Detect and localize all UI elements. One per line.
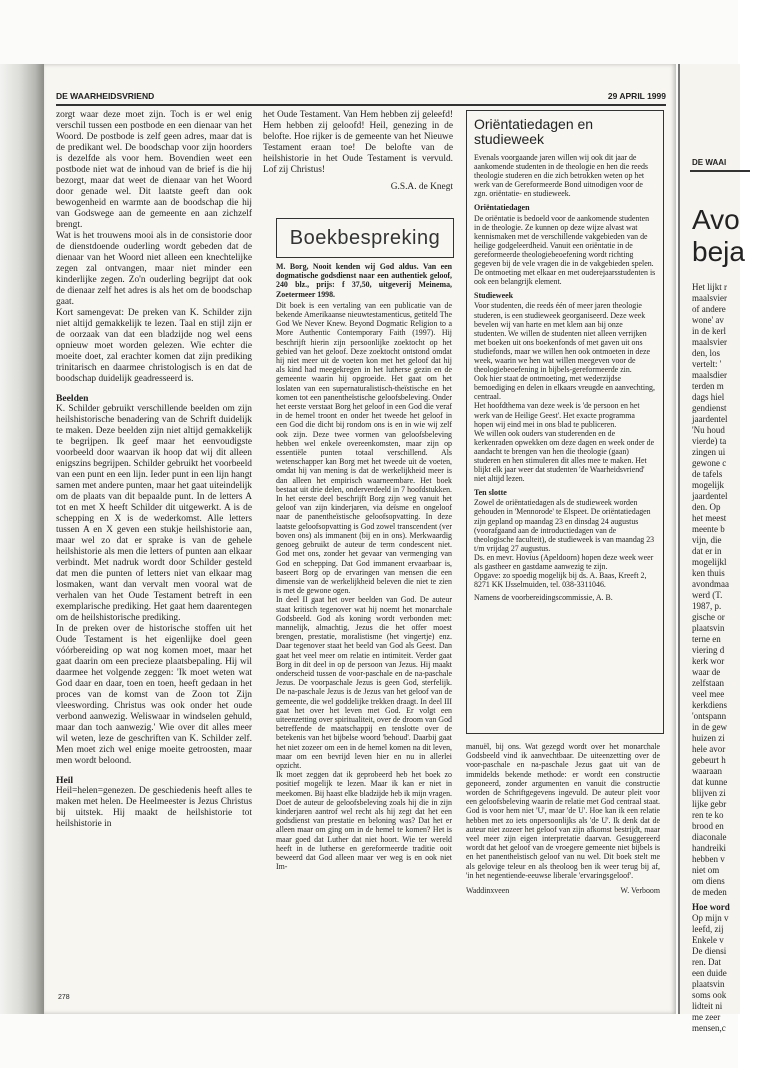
paragraph: Dit boek is een vertaling van een publicatie van de bekende Amerikaanse nieuwtestamenticus, getiteld The God We Never Knew. Beyond Dogmatic Religion to a More Authentic Contemporary Faith (1997). Hij beschrijft hierin zijn persoonlijke zoektocht op het gebied van het geloof. Deze zoektocht ontstond omdat hij niet meer uit de voeten kon met het geloof dat hij als kind had meegekregen in het lutherse gezin en de gemeente waarin hij opgroeide. Het gaat om het loslaten van een supernaturalistisch-theïstische en het komen tot een panentheïstische geloofsbeleving. Onder het eerste verstaat Borg het geloof in een God die veraf in de hemel troont en onder het tweede het geloof in een God die dicht bij rondom ons is en in wie wij zelf ook zijn. Deze twee vormen van geloofsbeleving hebben wel enkele overeenkomsten, maar zijn op essentiële punten totaal verschillend. Als wetenschapper kan Borg met het tweede uit de voeten, omdat hij van mening is dat de werkelijkheid meer is dan alleen het empirisch waarneembare. Het boek bestaat uit drie delen, onderverdeeld in 7 hoofdstukken. In het eerste deel beschrijft Borg zijn weg vanuit het geloof van zijn kinderjaren, via deïsme en ongeloof naar de panentheïstische geloofsopvatting. In deze laatste geloofsopvatting is God zowel transcendent (ver boven ons) als immanent (bij en in ons). Merkwaardig genoeg gebruikt de auteur de term condescent niet. God met ons, zonder het gevaar van vermenging van God en schepping. Dat God immanent ervaarbaar is, baseert Borg op de ervaringen van mensen die een dimensie van de werkelijkheid beleven die niet te zien is met de gewone ogen. bbox=[276, 300, 452, 596]
committee-signoff: Namens de voorbereidingscommissie, A. B. bbox=[474, 593, 613, 603]
next-page-line: Op mijn v bbox=[692, 913, 729, 923]
paragraph: In deel II gaat het over beelden van God. De auteur staat kritisch tegenover wat hij noemt het monarchale Godsbeeld. God als koning wordt verbonden met: mannelijk, almachtig, Jezus die het offer moest brengen, prestatie, moralistisme (het vingertje) enz. Daar tegenover staat het beeld van God als Geest. Dan gaat het veel meer om relatie en intimiteit. Verder gaat Borg in dit deel in op de persoon van Jezus. Hij maakt onderscheid tussen de voor-paschale en de na-paschale Jezus. De voorpaschale Jezus is geen God, sterfelijk. De na-paschale Jezus is de Jezus van het geloof van de gemeente, die wel goddelijke trekken draagt. In deel III gaat het over het leven met God. Er volgt een uiteenzetting over spiritualiteit, over de droom van God betreffende de maatschappij en tenslotte over de betekenis van het bijbelse woord 'behoud'. Daarbij gaat het niet zozeer om een in de hemel komen na dit leven, maar om een bevrijd leven hier en nu in allerlei opzicht. bbox=[276, 595, 452, 770]
next-page-line: den, los bbox=[692, 348, 720, 358]
paragraph: Ook hier staat de ontmoeting, met wederzijdse bemoediging en delen in elkaars vreugde en aanvechting, centraal. bbox=[474, 374, 655, 402]
next-page-line: vierde) ta bbox=[692, 436, 727, 446]
next-page-line: zelfstaan bbox=[692, 678, 724, 688]
next-page-line: waar de bbox=[692, 667, 721, 677]
next-page-line: vijn, die bbox=[692, 535, 722, 545]
next-page-line: het meest bbox=[692, 513, 727, 523]
next-page-line: maalsdier bbox=[692, 370, 727, 380]
next-page-line: meente b bbox=[692, 524, 725, 534]
paragraph: Opgave: zo spoedig mogelijk bij ds. A. Baas, Kreeft 2, 8271 KK IJsselmuiden, tel. 038-3311046. bbox=[474, 571, 647, 590]
next-page-line: ren te ko bbox=[692, 810, 724, 820]
paragraph: We willen ook ouders van studerenden en de kerkenraden opwekken om deze dagen en week onder de aandacht te brengen van hen die theologie (gaan) studeren en hen stimuleren dit alles mee te maken. Het blijkt elk jaar weer dat studenten 'de Waarheidsvriend' niet altijd lezen. bbox=[474, 428, 655, 484]
next-page-line: kerkdiens bbox=[692, 700, 727, 710]
subheading-ten-slotte: Ten slotte bbox=[474, 488, 507, 498]
next-page-subheading: Hoe word bbox=[692, 902, 730, 912]
next-page-line: lidteit ni bbox=[692, 1001, 723, 1011]
announcement-box bbox=[466, 110, 664, 734]
paragraph: Ik moet zeggen dat ik geprobeerd heb het boek zo positief mogelijk te lezen. Maar ik kan er niet in meekomen. Bij haast elke bladzijde heb ik mijn vragen. Doet de auteur de geloofsbeleving zoals hij die in zijn kinderjaren aantrof wel recht als hij zegt dat het een godsdienst van prestatie en beloning was? Dat het er alleen maar om ging om in de hemel te komen? Het is maar goed dat Luther dat niet hoort. Wie ter wereld heeft in de lutherse en gereformeerde traditie ooit beweerd dat God alleen maar ver weg is en ook niet Im- bbox=[276, 770, 452, 872]
announcement-intro: Evenals voorgaande jaren willen wij ook dit jaar de aankomende studenten in de theologie en hen die reeds theologie studeren en die zich betrokken weten op het werk van de Gereformeerde Bond uitnodigen voor de zgn. oriëntatie- en studieweek. bbox=[474, 153, 648, 199]
paragraph: het Oude Testament. Van Hem hebben zij geleefd! Hem hebben zij geloofd! Heil, genezing in de belofte. Hoe rijker is de gemeente van het Nieuwe Testament eraan toe! De belofte van de heilshistorie in het Oude Testament is vervuld. Lof zij Christus! bbox=[263, 110, 453, 175]
next-page-line: dat er in bbox=[692, 546, 722, 556]
paragraph: K. Schilder gebruikt verschillende beelden om zijn heilshistorische benadering van de Schrift duidelijk te maken. Deze beelden zijn niet altijd gemakkelijk te begrijpen. Ik geef maar het eenvoudigste voorbeeld door waarvan ik hoop dat wij dit alleen enigszins begrijpen. Schilder gebruikt het voorbeeld van een punt en een lijn. Ieder punt in een lijn hangt samen met andere punten, maar het gaat uiteindelijk om de plaats van dit bepaalde punt. In de letters A tot en met X heeft Schilder dit uitgewerkt. A is de schepping en X is de wederkomst. Alle letters tussen A en X geven een stukje heilshistorie aan, maar wel zo dat er sprake is van de gehele heilshistorie als men die letters of punten aan elkaar verbindt. Met nadruk wordt door Schilder gesteld dat men die punten of letters niet van elkaar mag losmaken, want dan vervalt men vooral wat de verhalen van het Oude Testament betreft in een exemplarische prediking. Het gaat hem daarentegen om de heilshistorische prediking. bbox=[56, 404, 252, 623]
next-page-line: dags hiel bbox=[692, 392, 725, 402]
next-page-line: huizen zi bbox=[692, 733, 725, 743]
next-page-line: soms ook bbox=[692, 990, 727, 1000]
next-page-line: me zeer bbox=[692, 1012, 721, 1022]
book-review-text bbox=[276, 262, 452, 992]
next-page-line: de meden bbox=[692, 887, 727, 897]
next-page-line: gische or bbox=[692, 612, 725, 622]
next-page-line: gendienst bbox=[692, 403, 727, 413]
paragraph: De oriëntatie is bedoeld voor de aankomende studenten in de theologie. Ze kunnen op deze wijze alvast wat kennismaken met de verschillende vakgebieden van de heilige godgeleerdheid. Vanuit een oriëntatie in de gereformeerde theologiebeoefening wordt richting gegeven bij de vele vragen die in de vakgebieden spelen. bbox=[474, 213, 654, 269]
next-page-line: ken thuis bbox=[692, 568, 725, 578]
next-page-line: in de gew bbox=[692, 722, 727, 732]
author-signature: G.S.A. de Knegt bbox=[390, 182, 453, 192]
next-page-line: maalsvier bbox=[692, 337, 727, 347]
next-page-line: niet om bbox=[692, 865, 720, 875]
review-author: W. Verboom bbox=[620, 886, 660, 896]
next-page-line: maalsvier bbox=[692, 293, 727, 303]
section-heading-beelden: Beelden bbox=[56, 393, 89, 404]
paragraph: zorgt waar deze moet zijn. Toch is er wel enig verschil tussen een postbode en een dienaar van het Woord. De postbode is zelf geen adres, maar dat is de predikant wel. De boodschap voor zijn hoorders is dezelfde als voor hem. Bovendien weet een postbode niet wat de inhoud van de brief is die hij bezorgt, maar dat weet de dienaar van het Woord door genade wel. Dit laatste geeft dan ook bewogenheid en warmte aan de boodschap die hij van Godswege aan de gemeente en aan zichzelf brengt. bbox=[56, 110, 252, 230]
next-page-edge bbox=[678, 64, 745, 1033]
column-3-bottom bbox=[466, 742, 660, 1000]
header-rule bbox=[56, 104, 666, 106]
next-page-line: terne en bbox=[692, 634, 721, 644]
next-page-line: plaatsvin bbox=[692, 979, 725, 989]
paragraph: In de preken over de historische stoffen uit het Oude Testament is het eigenlijke doel geen vóórbereiding op wat nog komen moet, maar het gaat daarin om een precieze plaatsbepaling. Hij wil daarmee het volgende zeggen: 'Ik moet weten wat God daar en daar, toen en toen, heeft gedaan in het proces van de komst van de Zoon tot Zijn vleeswording. Christus was ook onder het oude verbond aanwezig. Weliswaar in windselen gehuld, maar dan toch aanwezig.' Wie over dit alles meer wil weten, leze de geschriften van K. Schilder zelf. Men moet zich wel enige moeite getroosten, maar men wordt beloond. bbox=[56, 624, 252, 766]
next-page-line: 'ontspann bbox=[692, 711, 727, 721]
paragraph: Ds. en mevr. Hovius (Apeldoorn) hopen deze week weer als gastheer en gastdame aanwezig te zijn. bbox=[474, 552, 654, 572]
next-page-line: hele avor bbox=[692, 744, 726, 754]
next-page-line: 'Nu houd bbox=[692, 425, 725, 435]
next-page-header: DE WAAI bbox=[692, 158, 727, 167]
paragraph: Voor studenten, die reeds één of meer jaren theologie studeren, is een studieweek georganiseerd. Deze week bevelen wij van harte en met klem aan bij onze studenten. We willen de studenten niet alleen verrijken met boeken uit ons boekenfonds of met gaven uit ons studiefonds, maar we willen hen ook ontmoeten in deze week, waarin we hen wat willen meegeven voor de theologiebeoefening in bijbels-gereformeerde zin. bbox=[474, 301, 650, 375]
next-page-title-line: beja bbox=[692, 236, 745, 267]
book-binding bbox=[0, 64, 44, 1014]
next-page-line: jaardentel bbox=[692, 491, 728, 501]
next-page-line: terden m bbox=[692, 381, 724, 391]
section-heading-heil: Heil bbox=[56, 775, 74, 786]
next-page-line: mogelijk bbox=[692, 480, 724, 490]
paragraph: De ontmoeting met elkaar en met ouderejaarsstudenten is ook een belangrijk element. bbox=[474, 268, 656, 287]
page-header bbox=[56, 88, 666, 104]
review-place: Waddinxveen bbox=[466, 886, 510, 896]
paragraph: Zowel de oriëntatiedagen als de studieweek worden gehouden in 'Mennorode' te Elspeet. De oriëntatiedagen zijn gepland op maandag 23 en dinsdag 24 augustus (voorafgaand aan de introductiedagen van de theologische faculteit), de studieweek is van maandag 23 t/m vrijdag 27 augustus. bbox=[474, 498, 655, 553]
paragraph: Wat is het trouwens mooi als in de consistorie door de dienstdoende ouderling wordt gebeden dat de dienaar van het Woord niet alleen een knechtelijke zegen zal ontvangen, maar niet minder een kinderlijke zegen. Zo'n ouderling begrijpt dat ook de dienaar zelf het adres is als het om de boodschap gaat. bbox=[56, 231, 252, 307]
next-page-line: dat kunne bbox=[692, 777, 728, 787]
next-page-line: Het lijkt r bbox=[692, 282, 727, 292]
next-page-line: mogelijkl bbox=[692, 557, 727, 567]
paragraph: manuël, bij ons. Wat gezegd wordt over het monarchale Godsbeeld vind ik aanvechtbaar. De uiteenzetting over de voor-paschale en na-paschale Jezus gaat uit van de immidelds bekende methode: er wordt een constructie geponeerd, zonder argumenten en vanuit die constructie worden de Schriftgegevens ingevuld. De auteur pleit voor een geloofsbeleving waarin de relatie met God centraal staat. God is voor hem niet 'U', maar 'de U'. Hoe kan ik een relatie hebben met zo iets onpersoonlijks als 'de U'. Ik denk dat de auteur niet zozeer het geloof van zijn afkomst bestrijdt, maar veel meer zijn eigen interpretatie daarvan. Gesuggereerd wordt dat het geloof van de vroegere gemeente niet bijbels is en het panentheïstisch geloof van nu wel. Dit boek stelt me als gelovige teleur en als theoloog ben ik weer terug bij af, 'in het negentiende-eeuwse liberale 'ervaringsgeloof'. bbox=[466, 742, 660, 880]
review-signature bbox=[466, 886, 660, 895]
subheading-orientatiedagen: Oriëntatiedagen bbox=[474, 203, 530, 213]
next-page-line: waaraan bbox=[692, 766, 722, 776]
next-page-line: diaconale bbox=[692, 832, 727, 842]
next-page-line: gewone c bbox=[692, 458, 727, 468]
next-page-line: den. Op bbox=[692, 502, 721, 512]
next-page-line: of andere bbox=[692, 304, 726, 314]
next-page-line: een duide bbox=[692, 968, 727, 978]
next-page-line: wone' av bbox=[692, 315, 724, 325]
next-page-line: hebben v bbox=[692, 854, 725, 864]
next-page-line: werd (T. bbox=[692, 590, 723, 600]
next-page-line: 1987, p. bbox=[692, 601, 722, 611]
subheading-studieweek: Studieweek bbox=[474, 291, 514, 301]
next-page-text bbox=[692, 282, 772, 1034]
paragraph: Het hoofdthema van deze week is 'de persoon en het werk van de Heilige Geest'. Het exacte programma hopen wij eind mei in ons blad te publiceren. bbox=[474, 401, 640, 429]
next-page-line: jaardentel bbox=[692, 414, 728, 424]
next-page-line: brood en bbox=[692, 821, 724, 831]
next-page-line: gebeurt h bbox=[692, 755, 726, 765]
next-page-title-line: Avo bbox=[692, 204, 740, 235]
next-page-line: in de kerl bbox=[692, 326, 726, 336]
next-page-line: mensen,c bbox=[692, 1023, 726, 1033]
next-page-line: De diensi bbox=[692, 946, 727, 956]
book-review-heading: Boekbespreking bbox=[276, 218, 454, 258]
next-page-line: plaatsvin bbox=[692, 623, 725, 633]
next-page-line: zingen ui bbox=[692, 447, 726, 457]
book-bibliography: M. Borg, Nooit kenden wij God aldus. Van een dogmatische godsdienst naar een authentiek geloof, 240 blz., prijs: f 37,50, uitgeverij Meinema, Zoetermeer 1998. bbox=[276, 262, 452, 299]
next-page-rule bbox=[690, 170, 750, 172]
paragraph: Kort samengevat: De preken van K. Schilder zijn niet altijd gemakkelijk te lezen. Taal en stijl zijn er de oorzaak van dat een bladzijde nog wel eens opnieuw moet worden gelezen. Wie echter die moeite doet, zal erachter komen dat zijn prediking trinitarisch en daarmee christologisch is en dat de boodschap duidelijk geadresseerd is. bbox=[56, 308, 252, 384]
next-page-line: de tafels bbox=[692, 469, 723, 479]
magazine-title: DE WAARHEIDSVRIEND bbox=[56, 91, 155, 101]
column-1 bbox=[56, 110, 252, 996]
next-page-line: om diens bbox=[692, 876, 725, 886]
next-page-line: ren. Dat bbox=[692, 957, 721, 967]
issue-date: 29 APRIL 1999 bbox=[607, 91, 666, 101]
next-page-line: blijven zi bbox=[692, 788, 726, 798]
next-page-line: kerk wor bbox=[692, 656, 725, 666]
next-page-line: vertelt: ' bbox=[692, 359, 722, 369]
next-page-line: leefd, zij bbox=[692, 924, 724, 934]
next-page-line: veel mee bbox=[692, 689, 725, 699]
next-page-title bbox=[692, 204, 745, 268]
next-page-line: lijke gebr bbox=[692, 799, 727, 809]
page-number: 278 bbox=[58, 994, 70, 1001]
paragraph: Heil=helen=genezen. De geschiedenis heeft alles te maken met helen. De Heelmeester is Jezus Christus bij uitstek. Hij maakt de heilshistorie tot heilshistorie in bbox=[56, 786, 252, 829]
next-page-line: handreiki bbox=[692, 843, 726, 853]
next-page-line: avondmaa bbox=[692, 579, 729, 589]
next-page-line: Enkele v bbox=[692, 935, 724, 945]
announcement-title: Oriëntatiedagen en studieweek bbox=[474, 116, 594, 147]
next-page-line: viering d bbox=[692, 645, 725, 655]
